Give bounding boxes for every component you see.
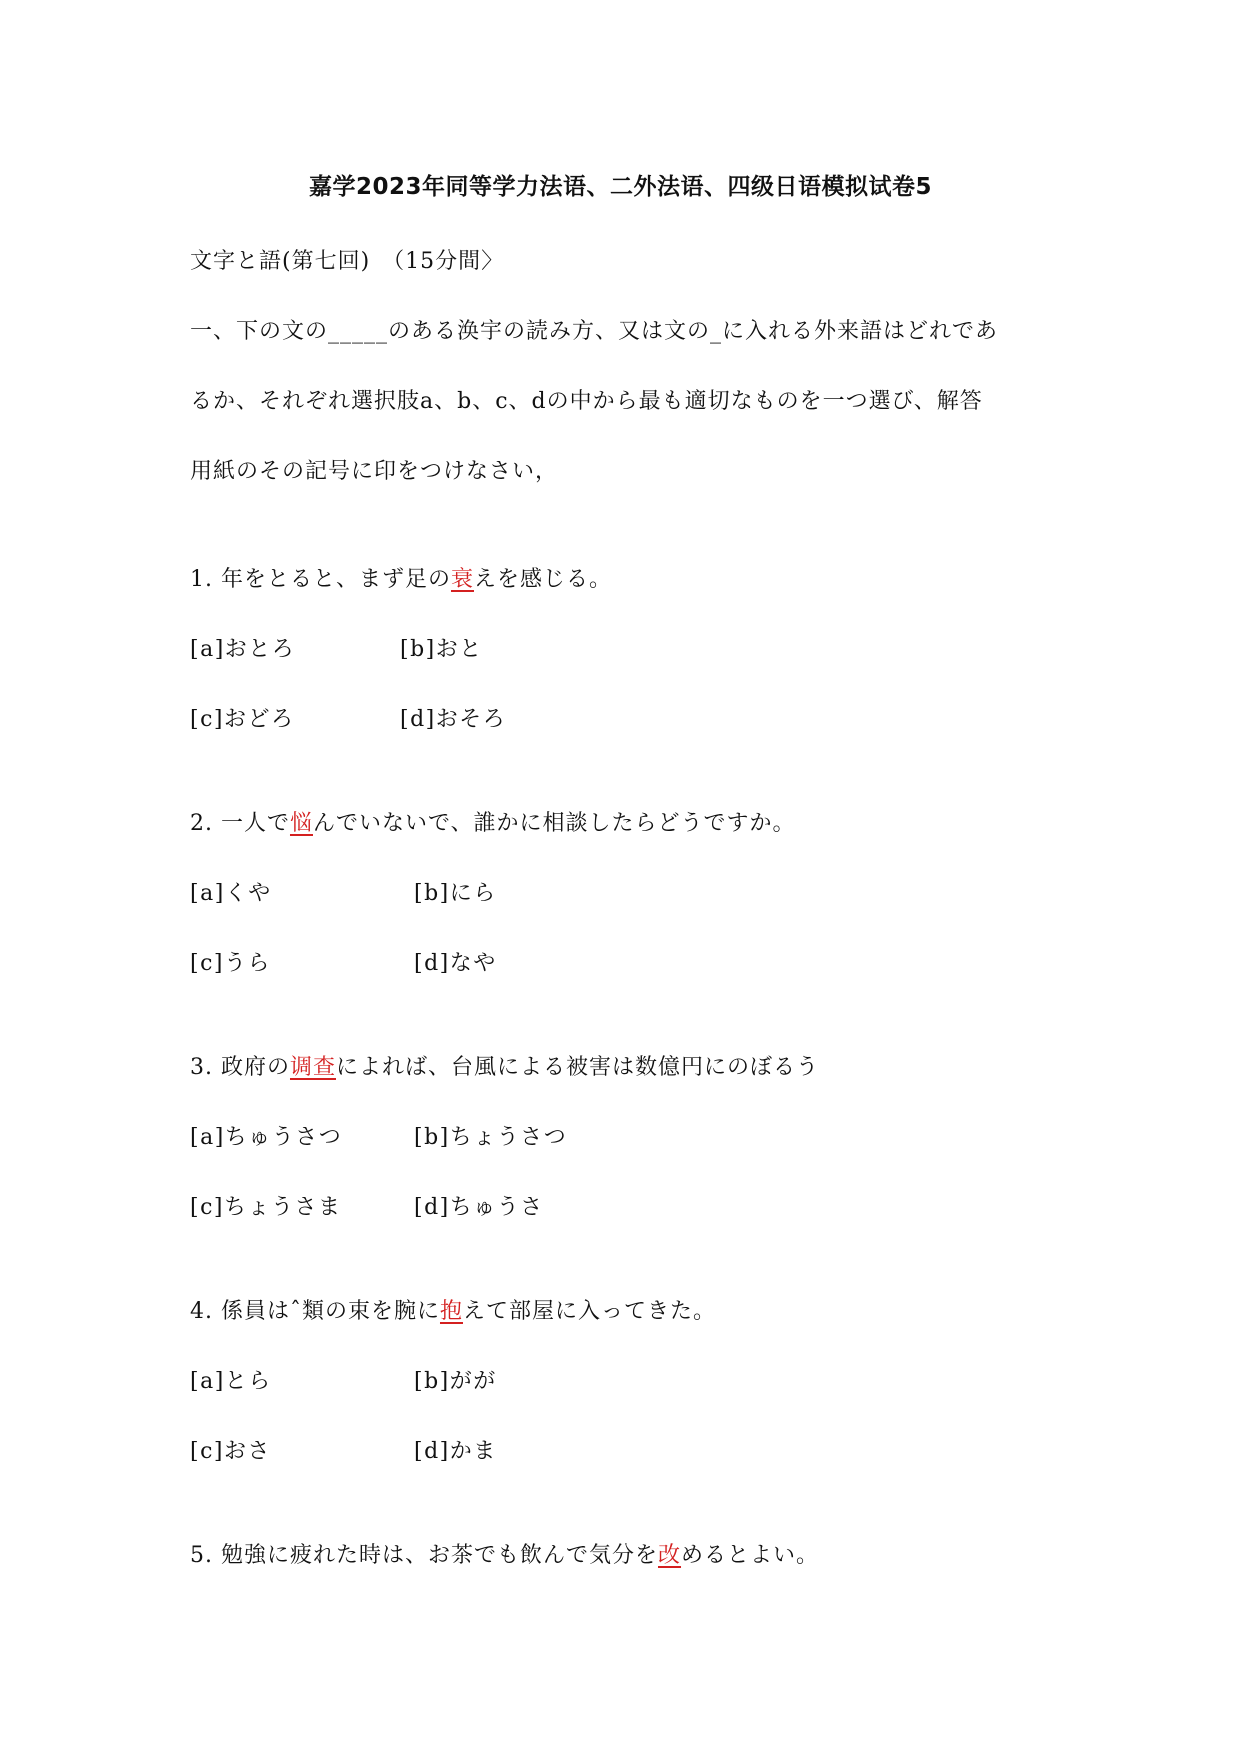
question-3-target-kanji: 调查 (289, 1055, 336, 1080)
question-2-target-kanji: 悩 (289, 811, 313, 836)
question-2-option-d: [d]なや (414, 951, 497, 976)
question-2-option-b: [b]にら (414, 881, 497, 906)
question-4-text-before: 4. 係員はˆ類の束を腕に (190, 1299, 440, 1324)
question-1-option-a: [a]おとろ (190, 637, 296, 662)
question-3-option-d: [d]ちゅうさ (414, 1195, 544, 1220)
question-3 (190, 1050, 819, 1081)
question-5 (190, 1538, 819, 1569)
page-title: 嘉学2023年同等学力法语、二外法语、四级日语模拟试卷5 (308, 174, 933, 200)
question-1-option-c: [c]おどろ (190, 707, 295, 732)
question-2-option-a: [a]くや (190, 881, 272, 906)
question-4-option-b: [b]がが (414, 1369, 497, 1394)
instruction-line-2: るか、それぞれ選択肢a、b、c、dの中から最も適切なものを一つ選び、解答 (190, 389, 983, 414)
question-3-option-b: [b]ちょうさつ (414, 1125, 568, 1150)
question-4-option-c: [c]おさ (190, 1439, 271, 1464)
question-3-option-c: [c]ちょうさま (190, 1195, 342, 1220)
question-5-text-before: 5. 勉強に疲れた時は、お茶でも飲んで気分を (190, 1543, 658, 1568)
question-1-text-after: えを感じる。 (474, 567, 613, 592)
question-1-option-b: [b]おと (400, 637, 483, 662)
question-2-text-after: んでいないで、誰かに相談したらどうですか。 (313, 811, 796, 836)
question-4-text-after: えて部屋に入ってきた。 (463, 1299, 717, 1324)
question-4-target-kanji: 抱 (439, 1299, 463, 1324)
question-5-target-kanji: 改 (658, 1543, 682, 1568)
question-1-text-before: 1. 年をとると、まず足の (190, 567, 451, 592)
question-4 (190, 1294, 716, 1325)
question-3-text-after: によれば、台風による被害は数億円にのぼるう (336, 1055, 820, 1080)
section-label: 文字と語(第七回) （15分間〉 (190, 249, 505, 274)
question-4-option-d: [d]かま (414, 1439, 497, 1464)
question-2-text-before: 2. 一人で (190, 811, 290, 836)
question-1-option-d: [d]おそろ (400, 707, 507, 732)
question-3-option-a: [a]ちゅうさつ (190, 1125, 343, 1150)
question-1-target-kanji: 衰 (450, 567, 474, 592)
question-5-text-after: めるとよい。 (681, 1543, 820, 1568)
question-2-option-c: [c]うら (190, 951, 271, 976)
question-2 (190, 806, 796, 837)
instruction-line-3: 用紙のその記号に印をつけなさい， (190, 459, 559, 484)
instruction-line-1: 一、下の文の_____のある涣宇の読み方、又は文の_に入れる外来語はどれであ (190, 319, 999, 344)
question-3-text-before: 3. 政府の (190, 1055, 290, 1080)
question-4-option-a: [a]とら (190, 1369, 272, 1394)
question-1 (190, 562, 612, 593)
